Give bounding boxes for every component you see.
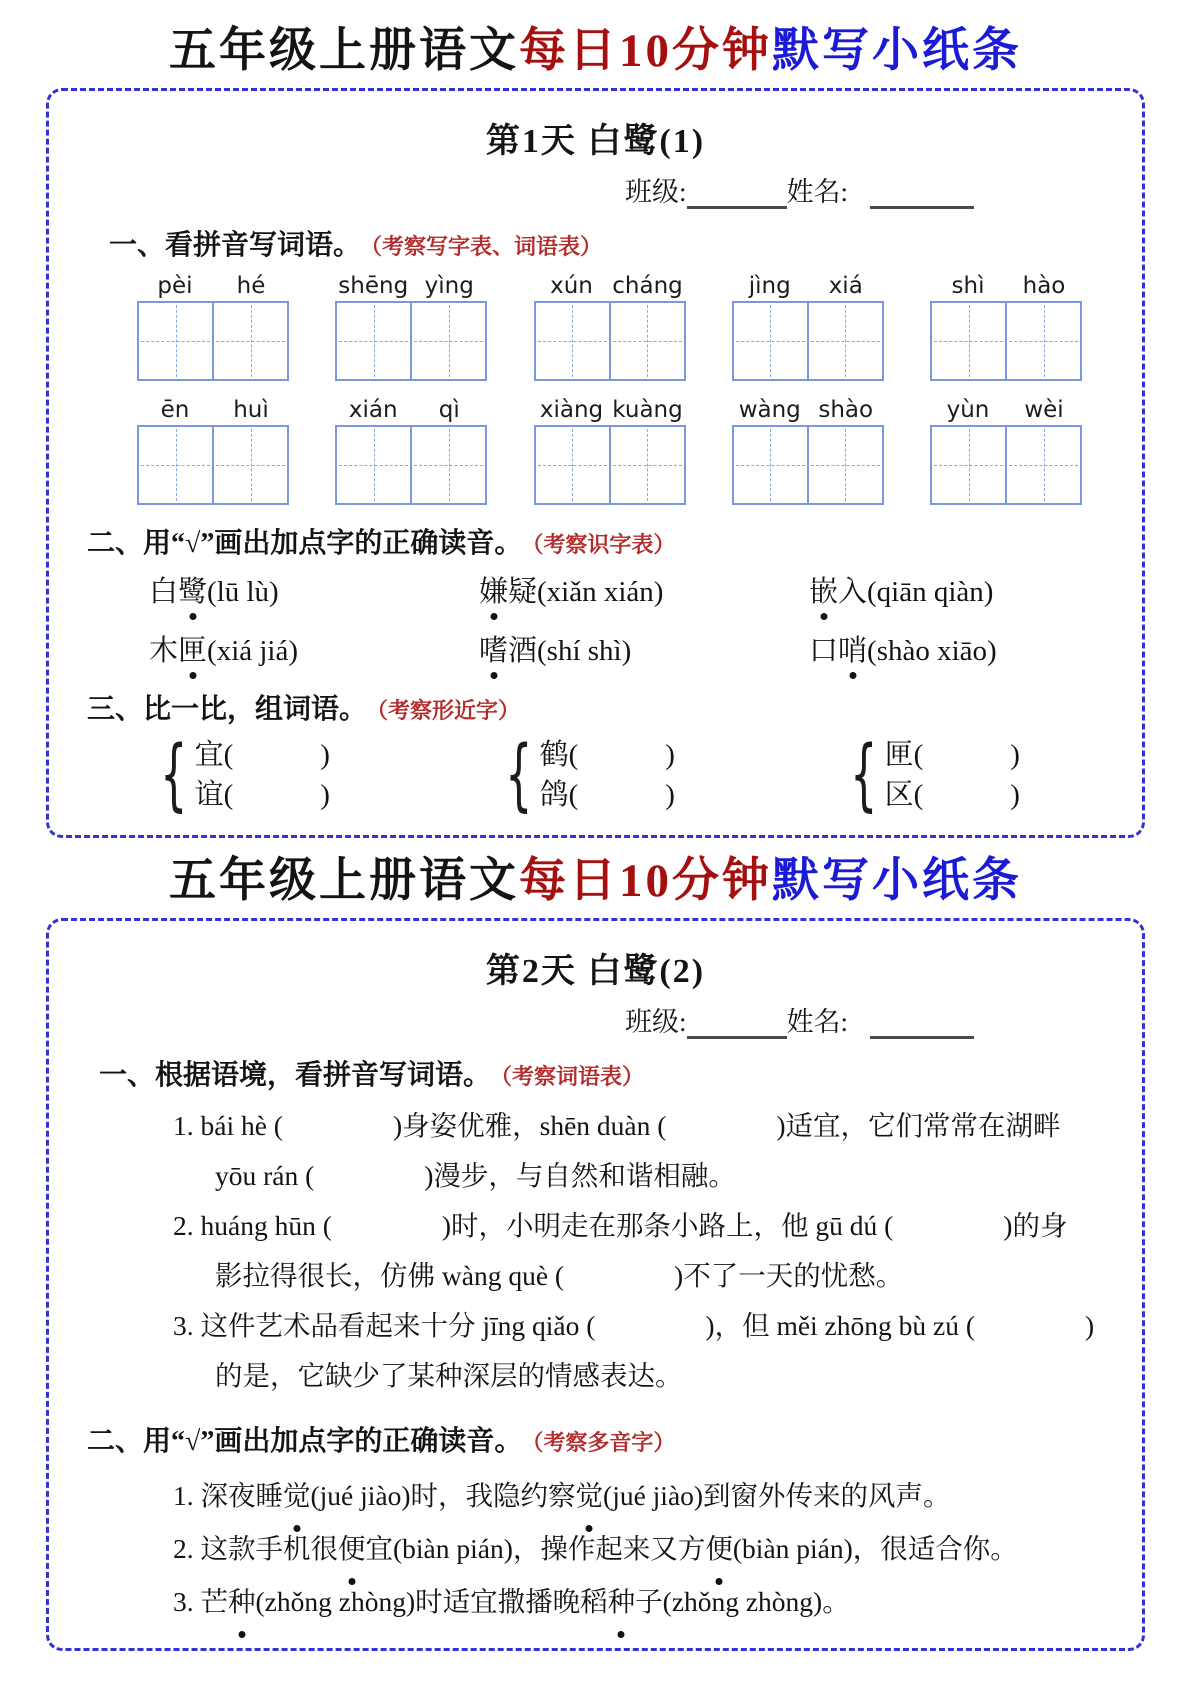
title-part-red: 每日10分钟 [519, 25, 772, 77]
section-note: （考察词语表） [501, 1064, 645, 1090]
day1-section2-header [73, 521, 1118, 561]
text-segment: 子(zhǒng zhòng)。 [635, 1586, 850, 1618]
polyphone-choice-lines [73, 1469, 1118, 1628]
writing-grid [534, 425, 686, 505]
word-group [335, 273, 487, 381]
text-segment: 疑(xiǎn xián) [508, 576, 664, 609]
writing-cell[interactable] [609, 427, 684, 503]
pinyin-grid-row [73, 273, 1118, 381]
writing-cell[interactable] [410, 303, 485, 379]
pinyin-label [732, 397, 884, 423]
day2-section1-header [73, 1053, 1118, 1093]
writing-grid [930, 425, 1082, 505]
page-title-2 [0, 854, 1191, 908]
class-blank-field[interactable] [687, 1009, 787, 1039]
word-group [137, 397, 289, 505]
text-segment: 入(qiān qiàn) [838, 576, 994, 609]
dotted-char: 匣 [178, 628, 207, 669]
section-title: 看拼音写词语。 [165, 230, 362, 262]
pinyin-label [335, 273, 487, 299]
compare-pair [839, 730, 1020, 821]
context-line[interactable]: 2. huáng hūn ( )时，小明走在那条小路上，他 gū dú ( )的身 [173, 1210, 1068, 1242]
writing-cell[interactable] [337, 427, 410, 503]
writing-cell[interactable] [536, 427, 609, 503]
text-segment: (zhǒng zhòng)时适宜撒播晚稻 [255, 1586, 608, 1618]
dotted-char: 便 [338, 1522, 366, 1575]
writing-grid [137, 425, 289, 505]
pronunciation-item[interactable] [809, 569, 993, 610]
name-label: 姓名: [786, 1007, 849, 1038]
writing-grid [930, 301, 1082, 381]
writing-cell[interactable] [139, 427, 212, 503]
writing-cell[interactable] [734, 303, 807, 379]
writing-cell[interactable] [932, 303, 1005, 379]
pronunciation-row [73, 569, 1118, 610]
text-segment: (shào xiāo) [867, 635, 997, 668]
title-part-blue: 默写小纸条 [772, 855, 1022, 908]
word-group [732, 397, 884, 505]
pronunciation-row [73, 628, 1118, 669]
section-title: 比一比，组词语。 [143, 694, 368, 726]
class-label: 班级: [625, 1007, 687, 1038]
pinyin-grid-row [73, 397, 1118, 505]
day2-section2-header [73, 1419, 1118, 1459]
name-blank-field[interactable] [870, 1009, 974, 1039]
section-note: （考察形近字） [377, 698, 521, 724]
pronunciation-item[interactable] [479, 628, 809, 669]
section-title: 用“√”画出加点字的正确读音。 [143, 1426, 523, 1458]
dotted-char: 嫌 [479, 569, 508, 610]
writing-grid [335, 301, 487, 381]
text-segment: (xiá jiá) [207, 635, 299, 668]
pinyin-syllable: qì [438, 397, 460, 424]
writing-cell[interactable] [932, 427, 1005, 503]
polyphone-line[interactable] [73, 1469, 1118, 1522]
writing-cell[interactable] [139, 303, 212, 379]
writing-grid [534, 301, 686, 381]
section-number: 二、 [87, 1426, 144, 1458]
compare-pair [149, 730, 494, 821]
pinyin-label [534, 397, 686, 423]
pinyin-syllable: cháng [612, 273, 683, 300]
day1-section3-header [73, 687, 1118, 727]
text-segment: (biàn pián)，很适合你。 [732, 1533, 1018, 1565]
pinyin-syllable: hé [236, 273, 266, 300]
compare-pair [494, 730, 839, 821]
compare-pair-words [885, 735, 1020, 815]
dotted-char: 哨 [838, 628, 867, 669]
word-group [335, 397, 487, 505]
text-segment: 2. 这款手机很 [173, 1533, 338, 1565]
title-part-blue: 默写小纸条 [772, 25, 1022, 77]
day1-heading: 第1天 白鹭(1) [485, 123, 706, 161]
pinyin-syllable: xiàng [539, 397, 604, 424]
class-label: 班级: [625, 177, 687, 208]
title-part-black: 五年级上册语文 [169, 25, 519, 77]
pinyin-label [137, 397, 289, 423]
title-part-red: 每日10分钟 [519, 855, 772, 908]
section-number: 三、 [87, 694, 144, 726]
writing-cell[interactable] [807, 427, 882, 503]
pinyin-syllable: wèi [1024, 397, 1064, 424]
text-segment: 3. 芒 [173, 1586, 228, 1618]
brace-glyph: { [850, 730, 878, 821]
pronunciation-item[interactable] [149, 569, 479, 610]
word-group [534, 273, 686, 381]
pinyin-label [732, 273, 884, 299]
writing-grid [137, 301, 289, 381]
pinyin-label [534, 273, 686, 299]
text-segment: 酒(shí shì) [508, 635, 632, 668]
text-segment: 1. 深夜睡 [173, 1480, 283, 1512]
compare-word-groups [73, 730, 1118, 821]
writing-cell[interactable] [1005, 303, 1080, 379]
dotted-char: 便 [705, 1522, 733, 1575]
word-group [137, 273, 289, 381]
word-group [534, 397, 686, 505]
polyphone-line[interactable] [73, 1522, 1118, 1575]
word-group [930, 273, 1082, 381]
compare-pair-words [540, 735, 675, 815]
pinyin-syllable: huì [233, 397, 269, 424]
compare-word-blank[interactable]: 匣( ) [884, 739, 1020, 772]
writing-cell[interactable] [212, 427, 287, 503]
page-title-1 [0, 24, 1191, 78]
pinyin-label [930, 273, 1082, 299]
pinyin-syllable: shào [818, 397, 874, 424]
name-blank-field[interactable] [870, 179, 974, 209]
pinyin-syllable: wàng [738, 397, 801, 424]
title-part-black: 五年级上册语文 [169, 855, 519, 908]
writing-grid [335, 425, 487, 505]
pronunciation-item[interactable] [149, 628, 479, 669]
text-segment: 宜(biàn pián)，操作起来又方 [365, 1533, 706, 1565]
dotted-char: 觉 [576, 1469, 604, 1522]
context-line[interactable]: 3. 这件艺术品看起来十分 jīng qiǎo ( )，但 měi zhōng bù zú ( ) [173, 1310, 1095, 1342]
text-segment: (jué jiào)到窗外传来的风声。 [603, 1480, 951, 1512]
pinyin-syllable: jìng [748, 273, 791, 300]
polyphone-line[interactable] [73, 1575, 1118, 1628]
pronunciation-choice-rows [73, 569, 1118, 669]
text-segment: 口 [809, 635, 839, 668]
worksheet-day1 [46, 88, 1145, 838]
dotted-char: 种 [228, 1575, 256, 1628]
section-note: （考察多音字） [532, 1430, 676, 1456]
worksheet-day2 [46, 918, 1145, 1651]
writing-cell[interactable] [734, 427, 807, 503]
section-title: 根据语境，看拼音写词语。 [155, 1060, 492, 1092]
pinyin-label [930, 397, 1082, 423]
writing-cell[interactable] [410, 427, 485, 503]
context-pinyin-lines [73, 1101, 1118, 1401]
compare-word-blank[interactable]: 谊( ) [194, 779, 330, 812]
writing-cell[interactable] [609, 303, 684, 379]
pinyin-grid-rows [73, 273, 1118, 505]
context-line[interactable]: yōu rán ( )漫步，与自然和谐相融。 [215, 1160, 736, 1192]
compare-word-blank[interactable]: 区( ) [884, 779, 1020, 812]
section-number: 一、 [99, 1060, 156, 1092]
context-line[interactable]: 1. bái hè ( )身姿优雅，shēn duàn ( )适宜，它们常常在湖畔 [173, 1110, 1061, 1142]
section-note: （考察写字表、词语表） [371, 234, 603, 260]
pinyin-syllable: yùn [946, 397, 990, 424]
writing-grid [732, 301, 884, 381]
dotted-char: 嵌 [809, 569, 838, 610]
writing-grid [732, 425, 884, 505]
day1-section1-header [73, 223, 1118, 263]
text-segment: (lū lù) [207, 576, 279, 609]
pinyin-syllable: xún [550, 273, 593, 300]
word-group [732, 273, 884, 381]
pinyin-label [137, 273, 289, 299]
text-segment: (jué jiào)时，我隐约察 [310, 1480, 576, 1512]
brace-glyph: { [160, 730, 188, 821]
context-line[interactable]: 影拉得很长，仿佛 wàng què ( )不了一天的忧愁。 [215, 1260, 904, 1292]
pinyin-syllable: yìng [424, 273, 474, 300]
dotted-char: 鹭 [178, 569, 207, 610]
pinyin-syllable: pèi [157, 273, 193, 300]
pinyin-syllable: kuàng [612, 397, 683, 424]
writing-cell[interactable] [807, 303, 882, 379]
writing-cell[interactable] [536, 303, 609, 379]
compare-word-blank[interactable]: 宜( ) [194, 739, 330, 772]
compare-word-blank[interactable]: 鸽( ) [539, 779, 675, 812]
section-note: （考察识字表） [532, 532, 676, 558]
dotted-char: 种 [608, 1575, 636, 1628]
word-group [930, 397, 1082, 505]
pinyin-syllable: shì [951, 273, 985, 300]
section-title: 用“√”画出加点字的正确读音。 [143, 528, 523, 560]
text-segment: 木 [149, 635, 179, 668]
context-line[interactable]: 的是，它缺少了某种深层的情感表达。 [215, 1360, 683, 1392]
day2-heading: 第2天 白鹭(2) [485, 953, 706, 991]
writing-cell[interactable] [337, 303, 410, 379]
dotted-char: 觉 [283, 1469, 311, 1522]
class-blank-field[interactable] [687, 179, 787, 209]
writing-cell[interactable] [1005, 427, 1080, 503]
pinyin-label [335, 397, 487, 423]
section-number: 一、 [109, 230, 166, 262]
text-segment: 白 [149, 576, 179, 609]
compare-word-blank[interactable]: 鹤( ) [539, 739, 675, 772]
pinyin-syllable: xiá [828, 273, 863, 300]
name-label: 姓名: [786, 177, 849, 208]
pronunciation-item[interactable] [809, 628, 997, 669]
pronunciation-item[interactable] [479, 569, 809, 610]
pinyin-syllable: hào [1022, 273, 1066, 300]
section-number: 二、 [87, 528, 144, 560]
brace-glyph: { [505, 730, 533, 821]
pinyin-syllable: ēn [160, 397, 190, 424]
day1-class-name-line [73, 170, 1118, 209]
writing-cell[interactable] [212, 303, 287, 379]
dotted-char: 嗜 [479, 628, 508, 669]
pinyin-syllable: xián [348, 397, 398, 424]
compare-pair-words [195, 735, 330, 815]
day2-class-name-line [73, 1000, 1118, 1039]
pinyin-syllable: shēng [338, 273, 409, 300]
